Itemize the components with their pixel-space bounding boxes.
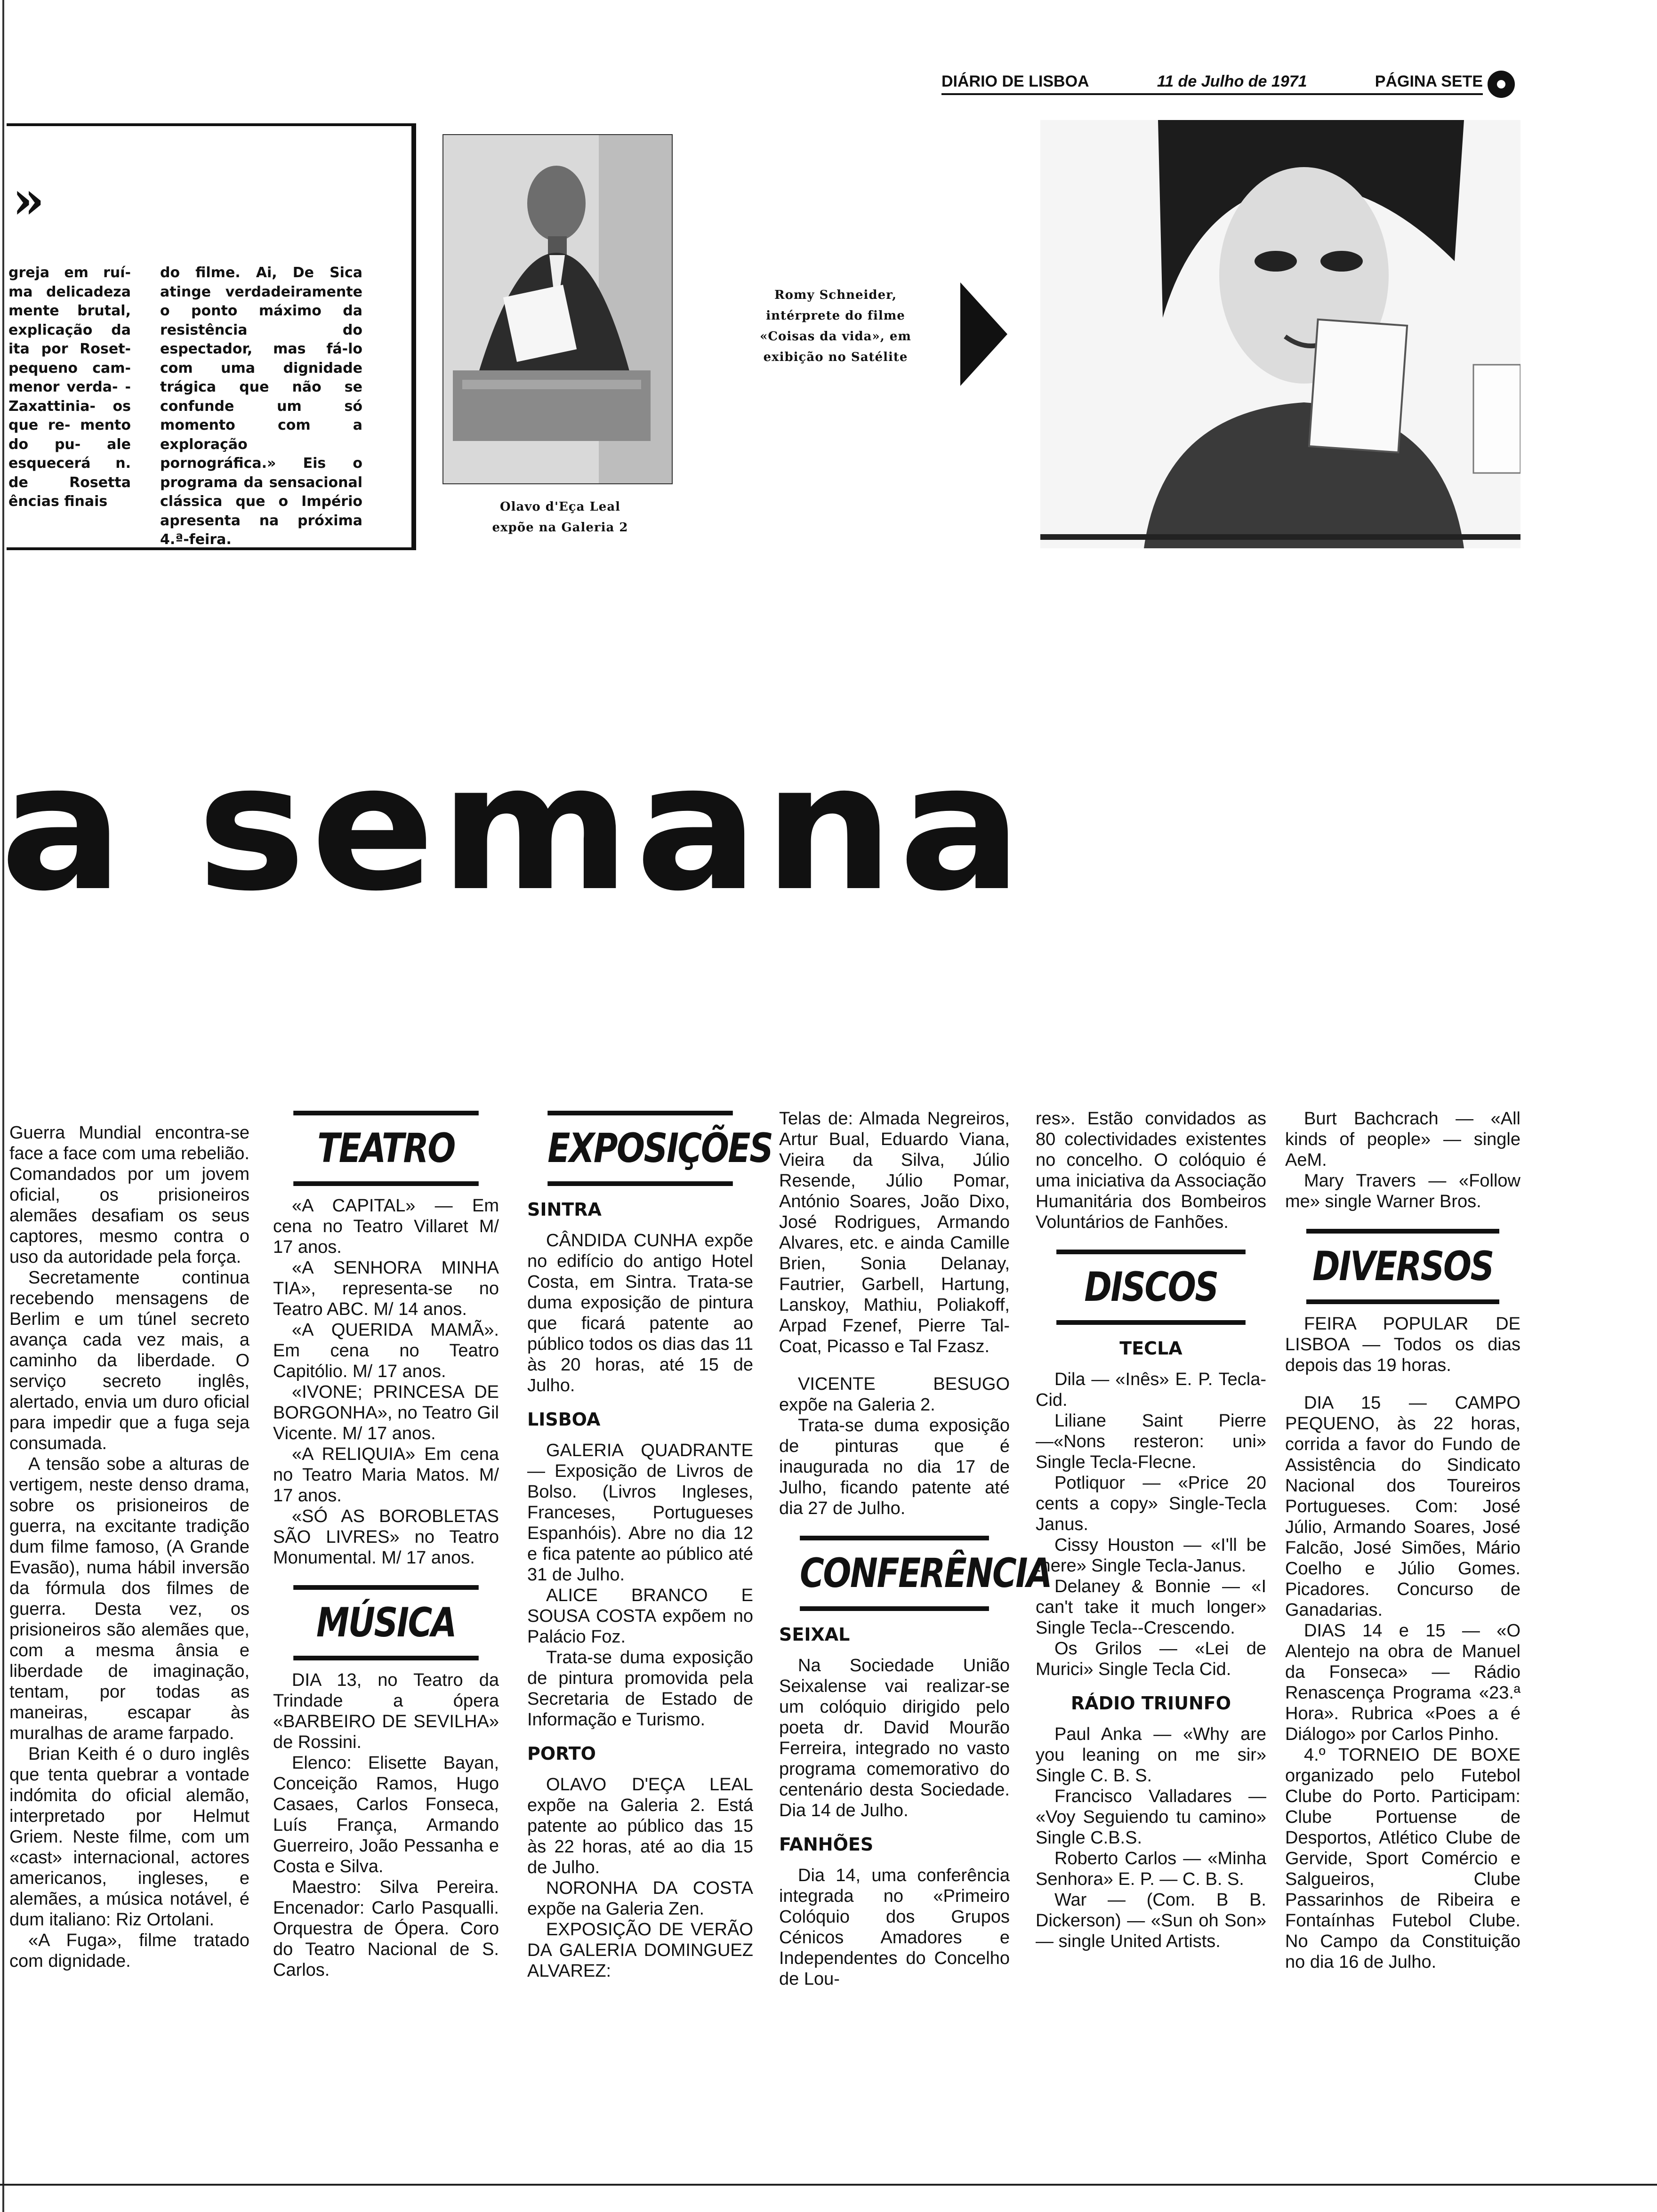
teatro-item: «SÓ AS BOROBLETAS SÃO LIVRES» no Teatro Monumental. M/ 17 anos. [273,1507,499,1568]
teatro-item: «A CAPITAL» — Em cena no Teatro Villaret M/ 17 anos. [273,1196,499,1257]
disco-item: Mary Travers — «Follow me» single Warner Bros. [1285,1171,1520,1211]
portrait-illustration [1040,120,1520,548]
musica-item: Maestro: Silva Pereira. Encenador: Carlo Pasqualli. Orquestra de Ópera. Coro do Teatro Nacional de S. Carlos. [273,1877,499,1980]
film-review-col1: greja em ruí-ma delicadeza mente brutal, explicação da ita por Roset- pequeno cam- menor verda- -Zaxattinia- os que re- mento do pu- ale esquecerá n. de Rosetta ências finais [8,264,131,510]
tecla-subheading: TECLA [1119,1338,1182,1359]
porto-subheading: PORTO [527,1743,596,1764]
paragraph: Guerra Mundial encontra-se face a face com uma rebelião. Comandados por um jovem oficial, os prisioneiros alemães desafiam os seus captores, mesmo contra o uso da autoridade pela força. [9,1123,249,1267]
teatro-musica-column [273,1111,499,1980]
musica-item: DIA 13, no Teatro da Trindade a ópera «BARBEIRO DE SEVILHA» de Rossini. [273,1670,499,1752]
teatro-item: «A RELIQUIA» Em cena no Teatro Maria Matos. M/ 17 anos. [273,1444,499,1506]
disco-item: Paul Anka — «Why are you leaning on me sir» Single C. B. S. [1036,1724,1266,1786]
exposicoes-column [527,1111,772,1981]
diversos-item: FEIRA POPULAR DE LISBOA — Todos os dias depois das 19 horas. [1285,1314,1520,1375]
disco-item: Burt Bachcrach — «All kinds of people» — single AeM. [1285,1109,1520,1170]
teatro-item: «A QUERIDA MAMÃ». Em cena no Teatro Capitólio. M/ 17 anos. [273,1320,499,1381]
portrait-illustration [443,135,672,483]
exposicao-item: VICENTE BESUGO expõe na Galeria 2. [779,1374,1010,1415]
paragraph: Secretamente continua recebendo mensagens de Berlim e um túnel secreto avança cada vez mais, a caminho da liberdade. O serviço secreto inglês, alertado, envia um duro oficial para impedir que a fuga seja consumada. [9,1268,249,1453]
disco-item: Cissy Houston — «I'll be there» Single Tecla-Janus. [1036,1535,1266,1576]
page-label: PÁGINA SETE [1375,72,1483,90]
left-page-edge [2,0,4,2212]
caption-line: Olavo d'Eça Leal [499,500,621,514]
exposicoes-heading: EXPOSIÇÕES [547,1111,733,1186]
exposicao-item: GALERIA QUADRANTE — Exposição de Livros de Bolso. (Livros Ingleses, Franceses, Portugueses Espanhóis). Abre no dia 12 e fica patente ao público até 31 de Julho. [527,1441,753,1585]
arrow-right-icon [960,282,1007,386]
conferencia-item: Dia 14, uma conferência integrada no «Primeiro Colóquio dos Grupos Cénicos Amadores e Independentes do Concelho de Lou- [779,1866,1010,1989]
teatro-item: «A SENHORA MINHA TIA», representa-se no Teatro ABC. M/ 14 anos. [273,1258,499,1319]
conferencia-heading: CONFERÊNCIA [800,1536,989,1611]
diversos-item: 4.º TORNEIO DE BOXE organizado pelo Futebol Clube do Porto. Participam: Clube Portuense de Desportos, Atlético Clube de Gervide, Sport Comércio e Salgueiros, Clube Passarinhos de Ribeira e Fontaínhas Futebol Clube. No Campo da Constituição no dia 16 de Julho. [1285,1745,1520,1972]
paragraph: «A Fuga», filme tratado com dignidade. [9,1931,249,1971]
exposicao-item: Trata-se duma exposição de pinturas que é inaugurada no dia 17 de Julho, ficando patente até dia 27 de Julho. [779,1416,1010,1518]
page-marker-icon [1488,71,1515,98]
caption-line: expõe na Galeria 2 [492,521,628,535]
exposicao-item: NORONHA DA COSTA expõe na Galeria Zen. [527,1878,753,1919]
exposicoes-conferencia-column [779,1108,1052,1989]
photo-caption-olavo [475,497,645,538]
exposicao-item: Trata-se duma exposição de pintura promovida pela Secretaria de Estado de Informação e Turismo. [527,1648,753,1730]
masthead [941,70,1483,95]
diversos-heading: DIVERSOS [1306,1229,1499,1304]
disco-item: Dila — «Inês» E. P. Tecla-Cid. [1036,1370,1266,1410]
exposicao-item: EXPOSIÇÃO DE VERÃO DA GALERIA DOMINGUEZ ALVAREZ: [527,1920,753,1981]
paper-name: DIÁRIO DE LISBOA [941,72,1089,90]
teatro-item: «IVONE; PRINCESA DE BORGONHA», no Teatro Gil Vicente. M/ 17 anos. [273,1382,499,1443]
seixal-subheading: SEIXAL [779,1624,850,1645]
exposicao-item: OLAVO D'EÇA LEAL expõe na Galeria 2. Está patente ao público das 15 às 22 horas, até ao dia 15 de Julho. [527,1775,753,1877]
issue-date: 11 de Julho de 1971 [1157,72,1307,90]
paragraph: A tensão sobe a alturas de vertigem, neste denso drama, sobre os prisioneiros de guerra, na excitante tradição dum filme famoso, (A Grande Evasão), numa hábil inversão da fórmula dos filmes de guerra. Desta vez, os prisioneiros são alemães que, com a mesma ânsia e liberdade de imaginação, tentam, por todas as maneiras, escapar às muralhas de arame farpado. [9,1454,249,1743]
conferencia-item: Na Sociedade União Seixalense vai realizar-se um colóquio dirigido pelo poeta dr. David Mourão Ferreira, integrado no vasto programa comemorativo do centenário desta Sociedade. Dia 14 de Julho. [779,1656,1010,1820]
discos-column [1036,1108,1266,1952]
photo-romy-schneider [1040,120,1520,548]
disco-item: Os Grilos — «Lei de Murici» Single Tecla Cid. [1036,1639,1266,1679]
paragraph: Brian Keith é o duro inglês que tenta quebrar a vontade indómita do oficial alemão, interpretado por Helmut Griem. Neste filme, com um «cast» internacional, actores americanos, ingleses, e alemães, a música notável, é dum italiano: Riz Ortolani. [9,1744,249,1930]
teatro-heading: TEATRO [293,1111,479,1186]
radio-triunfo-subheading: RÁDIO TRIUNFO [1070,1693,1231,1714]
musica-heading: MÚSICA [293,1585,479,1660]
disco-item: Roberto Carlos — «Minha Senhora» E. P. — C. B. S. [1036,1849,1266,1889]
conferencia-continuation: res». Estão convidados as 80 colectividades existentes no concelho. O colóquio é uma iniciativa da Associação Humanitária dos Bombeiros Voluntários de Fanhões. [1036,1109,1266,1232]
musica-item: Elenco: Elisette Bayan, Conceição Ramos, Hugo Casaes, Carlos Fonseca, Luís França, Armando Guerreiro, João Pessanha e Costa e Silva. [273,1753,499,1876]
exposicao-item: ALICE BRANCO E SOUSA COSTA expõem no Palácio Foz. [527,1586,753,1647]
lisboa-subheading: LISBOA [527,1409,601,1430]
telas-list: Telas de: Almada Negreiros, Artur Bual, Eduardo Viana, Vieira da Silva, Júlio Resende, Júlio Pomar, António Soares, João Dixo, José Rodrigues, Armando Alvares, etc. e ainda Camille Brien, Sonia Delanay, Fautrier, Garbell, Hartung, Lanskoy, Mathiu, Poliakoff, Arpad Fzenef, Pierre Tal-Coat, Picasso e Tal Fzasz. [779,1109,1010,1356]
diversos-item: DIAS 14 e 15 — «O Alentejo na obra de Manuel da Fonseca» — Rádio Renascença Programa «23.ª Hora». Rubrica «Poes a é Diálogo» por Carlos Pinho. [1285,1621,1520,1744]
disco-item: Potliquor — «Price 20 cents a copy» Single-Tecla Janus. [1036,1473,1266,1534]
discos-heading: DISCOS [1056,1250,1246,1325]
disco-item: War — (Com. B B. Dickerson) — «Sun oh Son» — single United Artists. [1036,1890,1266,1951]
sintra-subheading: SINTRA [527,1199,602,1220]
exposicao-item: CÂNDIDA CUNHA expõe no edifício do antigo Hotel Costa, em Sintra. Trata-se duma exposição de pintura que ficará patente ao público todos os dias das 11 às 20 horas, até 15 de Julho. [527,1231,753,1395]
film-article-column [9,1122,249,1972]
fanhoes-subheading: FANHÕES [779,1834,874,1855]
diversos-column [1285,1108,1520,1972]
page-bottom-edge [0,2184,1657,2186]
section-headline: a semana [0,727,1027,930]
photo-olavo-deca-leal [442,134,673,484]
disco-item: Liliane Saint Pierre —«Nons resteron: uni» Single Tecla-Flecne. [1036,1411,1266,1472]
photo-caption-romy: Romy Schneider, intérprete do filme «Coisas da vida», em exibição no Satélite [760,288,911,364]
film-review-col2: do filme. Ai, De Sica atinge verdadeiramente o ponto máximo da resistência do espectador, mas fá-lo com uma dignidade trágica que não se confunde um só momento com a exploração pornográfica.» Eis o programa da sensacional clássica que o Império apresenta na próxima 4.ª-feira. [160,264,362,548]
quote-mark: » [12,169,45,230]
disco-item: Francisco Valladares — «Voy Seguiendo tu camino» Single C.B.S. [1036,1787,1266,1848]
diversos-item: DIA 15 — CAMPO PEQUENO, às 22 horas, corrida a favor do Fundo de Assistência do Sindicato Nacional dos Toureiros Portugueses. Com: José Júlio, Armando Soares, José Falcão, José Simões, Mário Coelho e Júlio Gomes. Picadores. Concurso de Ganadarias. [1285,1393,1520,1620]
disco-item: Delaney & Bonnie — «I can't take it much longer» Single Tecla--Crescendo. [1036,1577,1266,1638]
